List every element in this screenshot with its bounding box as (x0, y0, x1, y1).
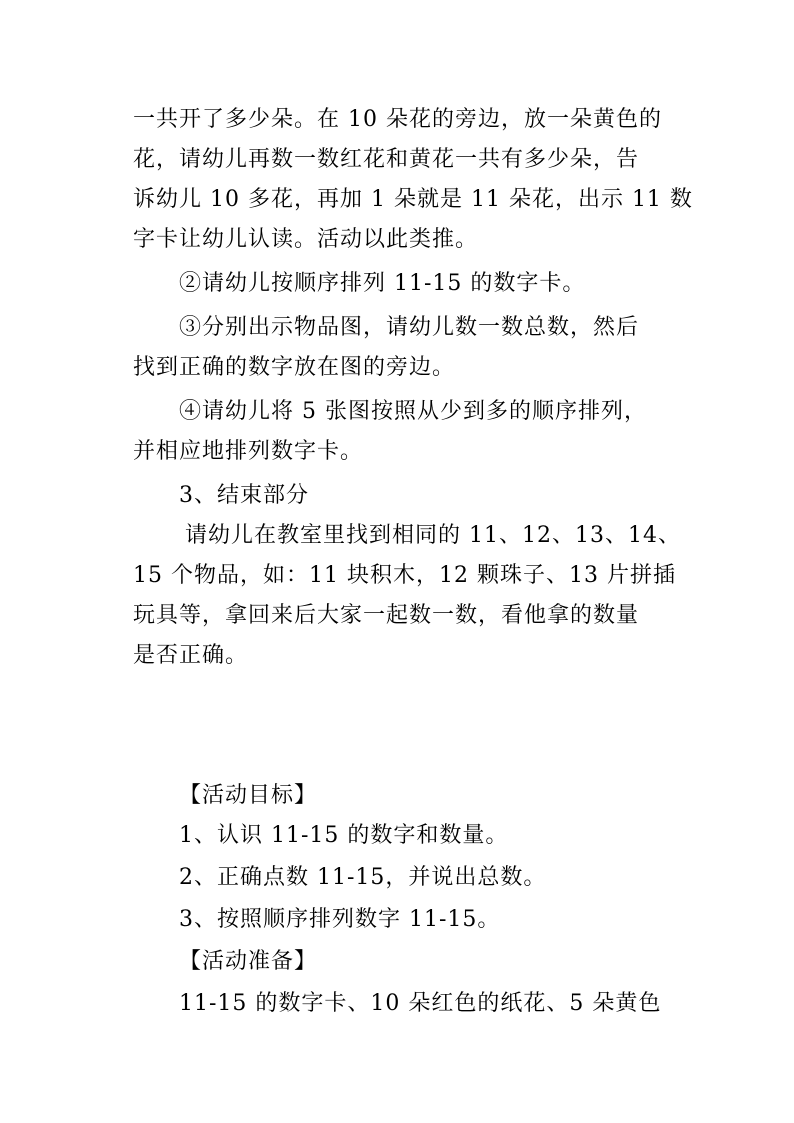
closing-line-1: 请幼儿在教室里找到相同的 11、12、13、14、 (185, 523, 681, 548)
paragraph-line: 字卡让幼儿认读。活动以此类推。 (133, 227, 479, 252)
paragraph-line: 诉幼儿 10 多花，再加 1 朵就是 11 朵花，出示 11 数 (133, 187, 693, 212)
step-4-line-2: 并相应地排列数字卡。 (133, 439, 364, 464)
step-4-line-1: ④请幼儿将 5 张图按照从少到多的顺序排列， (179, 399, 647, 424)
step-2: ②请幼儿按顺序排列 11-15 的数字卡。 (179, 271, 586, 296)
prep-line: 11-15 的数字卡、10 朵红色的纸花、5 朵黄色 (179, 991, 662, 1016)
section-heading: 3、结束部分 (179, 483, 309, 508)
goal-item: 1、认识 11-15 的数字和数量。 (179, 823, 509, 848)
step-3-line-1: ③分别出示物品图，请幼儿数一数总数，然后 (179, 315, 640, 340)
prep-heading: 【活动准备】 (179, 949, 318, 974)
closing-line-3: 玩具等，拿回来后大家一起数一数，看他拿的数量 (133, 603, 640, 628)
closing-line-2: 15 个物品，如：11 块积木，12 颗珠子、13 片拼插 (133, 563, 676, 588)
goals-heading: 【活动目标】 (179, 783, 318, 808)
paragraph-line: 一共开了多少朵。在 10 朵花的旁边，放一朵黄色的 (133, 107, 662, 132)
step-3-line-2: 找到正确的数字放在图的旁边。 (133, 355, 456, 380)
paragraph-line: 花，请幼儿再数一数红花和黄花一共有多少朵，告 (133, 147, 640, 172)
goal-item: 3、按照顺序排列数字 11-15。 (179, 907, 501, 932)
goal-item: 2、正确点数 11-15，并说出总数。 (179, 865, 547, 890)
closing-line-4: 是否正确。 (133, 643, 249, 668)
